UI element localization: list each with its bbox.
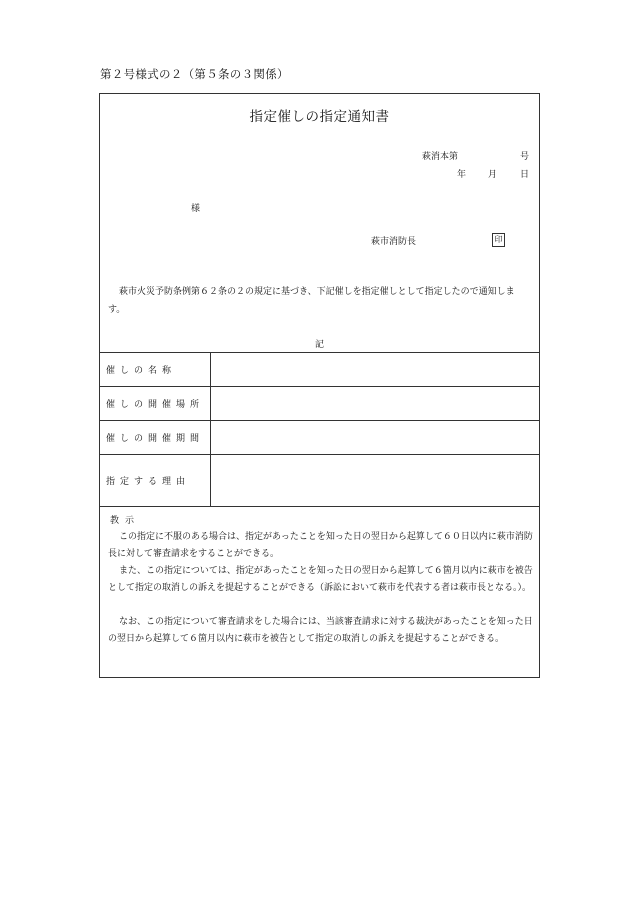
notice-paragraph-2: また、この指定については、指定があったことを知った日の翌日から起算して６箇月以内に萩市を被告として指定の取消しの訴えを提起することができる（訴訟において萩市を代表する者は萩市長となる。）。 bbox=[108, 566, 533, 593]
addressee-suffix: 様 bbox=[191, 204, 201, 214]
notice-heading: 教示 bbox=[110, 516, 141, 526]
date-year: 年 bbox=[457, 170, 467, 180]
notice-section bbox=[100, 506, 539, 644]
row-value-period bbox=[211, 421, 540, 455]
document-frame bbox=[99, 93, 540, 678]
table-row bbox=[100, 455, 539, 507]
form-label: 第２号様式の２（第５条の３関係） bbox=[100, 67, 289, 81]
table-row bbox=[100, 353, 539, 387]
row-value-name bbox=[211, 353, 540, 387]
date-month: 月 bbox=[488, 170, 498, 180]
seal-mark: 印 bbox=[492, 233, 505, 247]
ki-heading: 記 bbox=[314, 340, 324, 350]
row-value-reason bbox=[211, 455, 540, 507]
notice-paragraph-3: なお、この指定について審査請求をした場合には、当該審査請求に対する裁決があったことを知った日の翌日から起算して６箇月以内に萩市を被告として指定の取消しの訴えを提起することができる。 bbox=[108, 617, 533, 644]
notice-paragraph-1: この指定に不服のある場合は、指定があったことを知った日の翌日から起算して６０日以内に萩市消防長に対して審査請求をすることができる。 bbox=[108, 532, 533, 559]
row-label-period: 催しの開催期間 bbox=[100, 421, 211, 455]
doc-number-suffix: 号 bbox=[520, 152, 530, 162]
row-label-place: 催しの開催場所 bbox=[100, 387, 211, 421]
row-label-reason: 指定する理由 bbox=[100, 455, 211, 507]
table-row bbox=[100, 421, 539, 455]
document-title: 指定催しの指定通知書 bbox=[249, 109, 390, 125]
details-table bbox=[100, 352, 539, 507]
sender-title: 萩市消防長 bbox=[371, 237, 417, 247]
row-value-place bbox=[211, 387, 540, 421]
date-day: 日 bbox=[520, 170, 530, 180]
table-row bbox=[100, 387, 539, 421]
body-text: 萩市火災予防条例第６２条の２の規定に基づき、下記催しを指定催しとして指定したので通知します。 bbox=[108, 287, 515, 315]
doc-number-prefix: 萩消本第 bbox=[422, 152, 459, 162]
row-label-name: 催しの名称 bbox=[100, 353, 211, 387]
